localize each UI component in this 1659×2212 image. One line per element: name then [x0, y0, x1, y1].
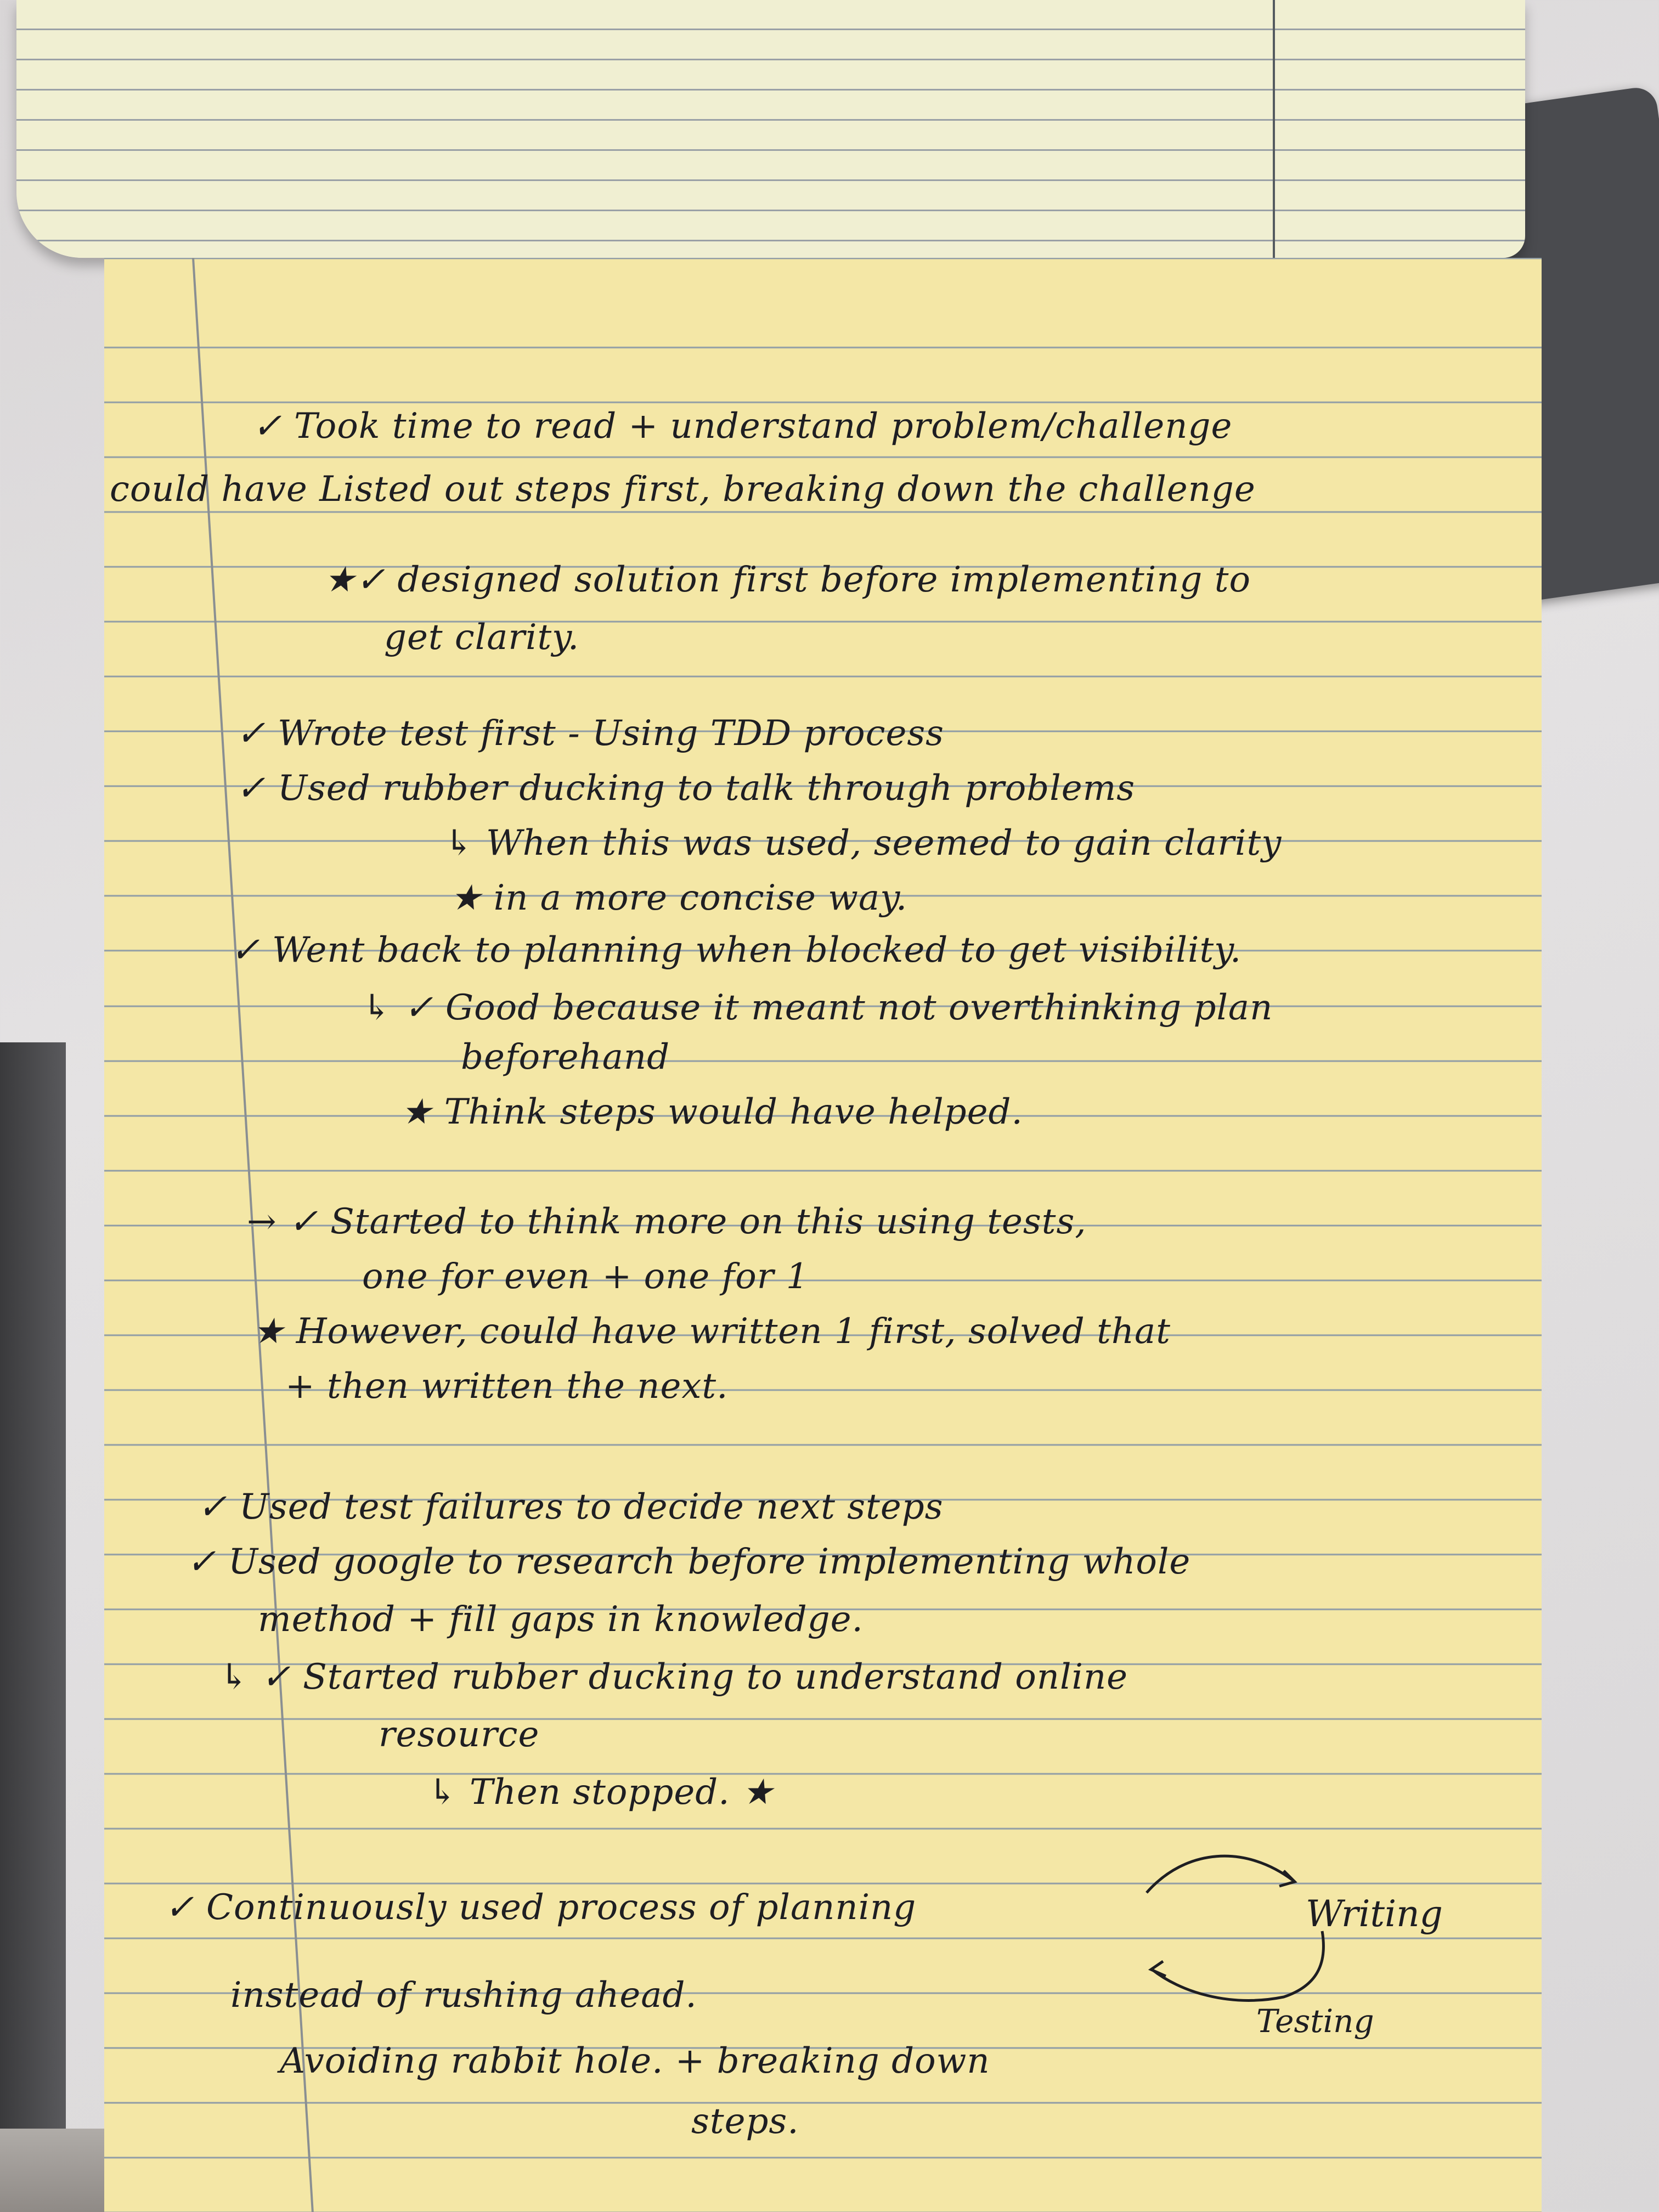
note-line: ✓ Continuously used process of planning	[165, 1887, 917, 1928]
note-line: ✓ Used google to research before implementing whole	[187, 1542, 1191, 1582]
note-line: ★ Think steps would have helped.	[400, 1092, 1023, 1132]
note-line: instead of rushing ahead.	[230, 1975, 697, 2016]
note-line: ✓ Took time to read + understand problem/challenge	[252, 406, 1233, 447]
note-line: resource	[379, 1714, 540, 1755]
note-line: method + fill gaps in knowledge.	[258, 1599, 864, 1640]
note-line: could have Listed out steps first, breaking down the challenge	[110, 469, 1256, 510]
note-line: ↳ ✓ Started rubber ducking to understand online	[219, 1657, 1128, 1697]
note-line: one for even + one for 1	[362, 1256, 809, 1297]
note-line: ✓ Used rubber ducking to talk through problems	[236, 768, 1136, 809]
desk-dark-surface	[0, 1042, 66, 2212]
plan-write-test-cycle	[1119, 1843, 1503, 2074]
note-line: ✓ Used test failures to decide next steps	[198, 1487, 944, 1527]
note-line: get clarity.	[384, 617, 580, 658]
arrow-planning-to-writing	[1147, 1856, 1295, 1893]
note-line: ✓ Went back to planning when blocked to get visibility.	[230, 930, 1242, 970]
note-line: ★ However, could have written 1 first, solved that	[252, 1311, 1171, 1352]
note-line: steps.	[691, 2101, 799, 2142]
note-line: ★ in a more concise way.	[450, 878, 908, 918]
cycle-label-testing: Testing	[1256, 2002, 1374, 2040]
note-line: beforehand	[461, 1037, 670, 1077]
note-line: ↳ Then stopped. ★	[428, 1772, 774, 1813]
note-line: ↳ When this was used, seemed to gain clarity	[444, 823, 1282, 864]
folded-pad-pages	[16, 0, 1525, 258]
note-line: ★✓ designed solution first before implementing to	[324, 560, 1251, 600]
folded-page-margin-line	[1273, 0, 1275, 258]
arrow-writing-to-testing-to-planning	[1152, 1931, 1323, 2000]
cycle-label-writing: Writing	[1306, 1893, 1443, 1935]
note-line: ↳ ✓ Good because it meant not overthinking plan	[362, 988, 1273, 1028]
note-line: → ✓ Started to think more on this using tests,	[247, 1201, 1087, 1242]
note-line: + then written the next.	[285, 1366, 729, 1407]
note-line: ✓ Wrote test first - Using TDD process	[236, 713, 944, 754]
arrow-head-icon	[1151, 1961, 1166, 1976]
note-line: Avoiding rabbit hole. + breaking down	[280, 2041, 990, 2081]
